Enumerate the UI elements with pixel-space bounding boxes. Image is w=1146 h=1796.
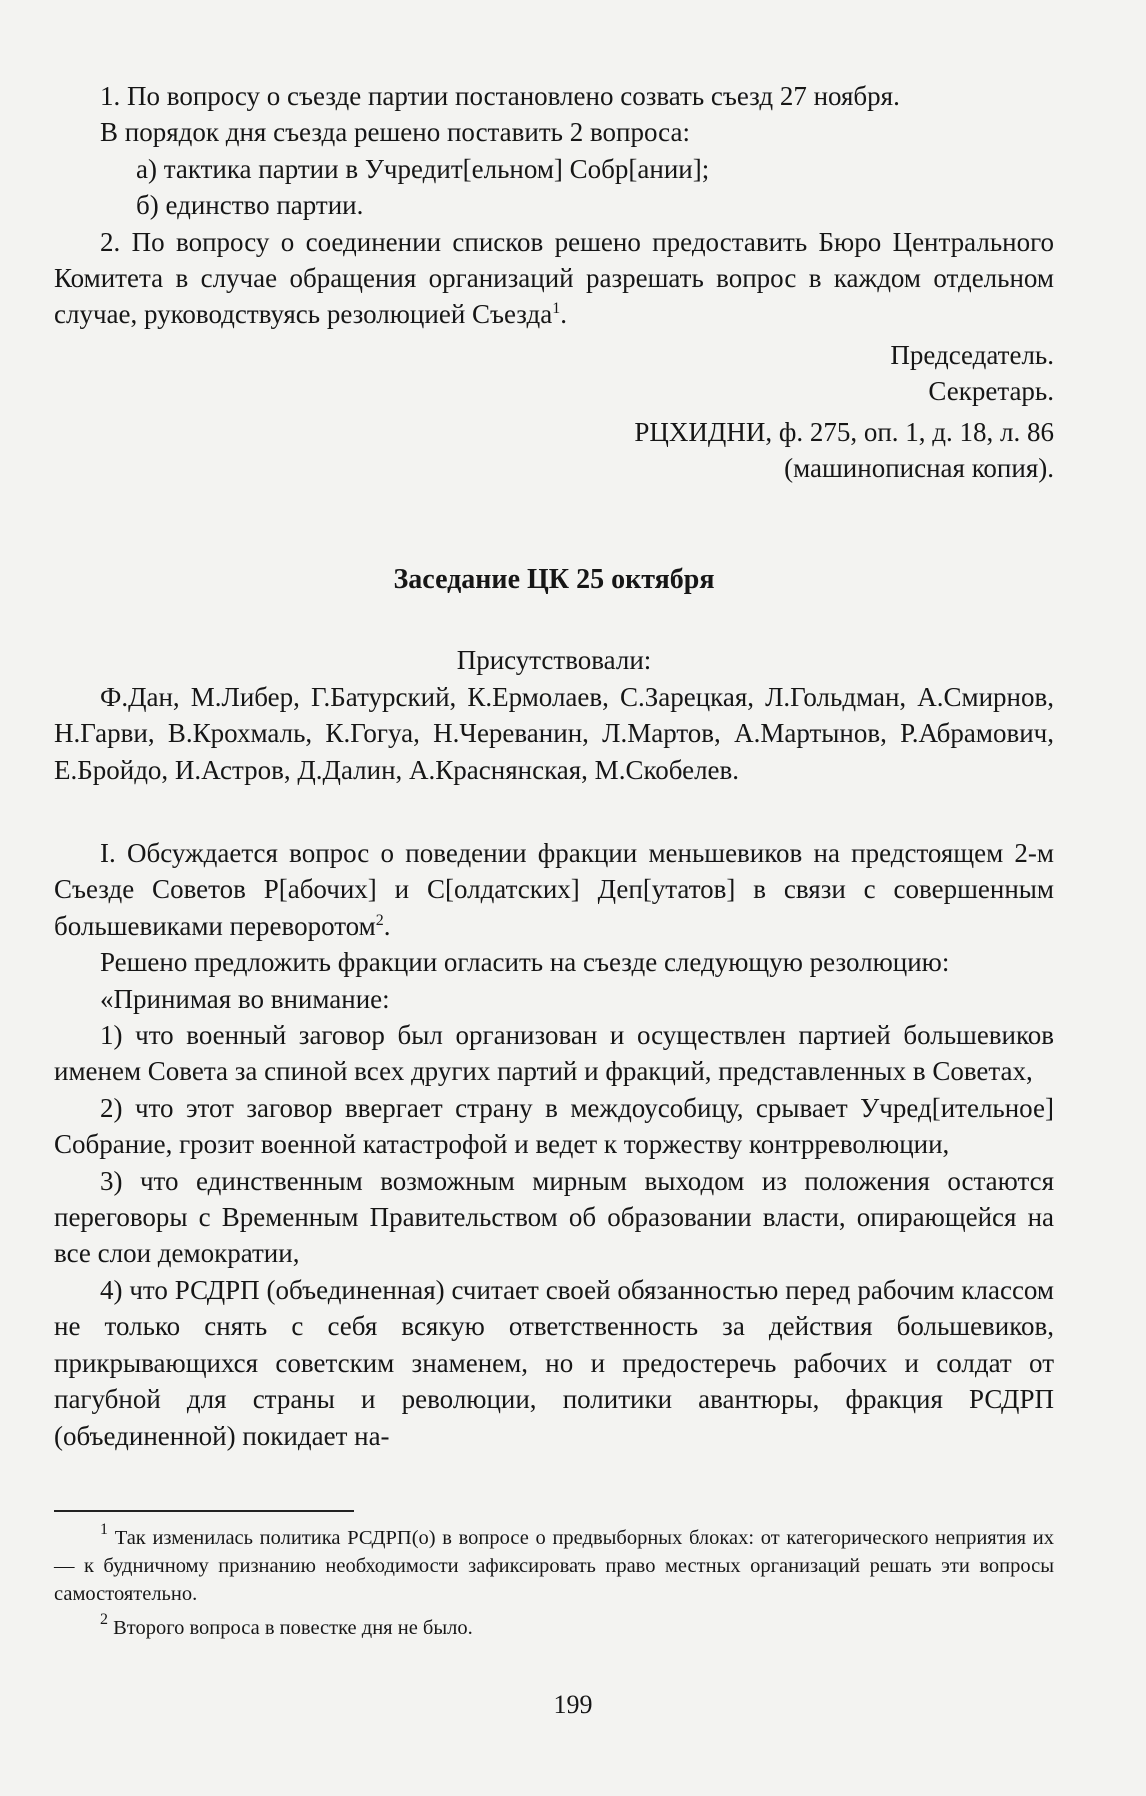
archive-reference: РЦХИДНИ, ф. 275, оп. 1, д. 18, л. 86 bbox=[634, 416, 1054, 447]
footnote-2-number: 2 bbox=[100, 1611, 108, 1628]
footnote-1 bbox=[54, 1521, 1054, 1608]
paragraph-congress-date: 1. По вопросу о съезде партии постановлено созвать съезд 27 ноября. bbox=[100, 81, 900, 111]
footnote-1-text: Так изменилась политика РСДРП(о) в вопросе о предвыборных блоках: от категорического неприятия их — к будничному признанию необходимости зафиксировать право местных организаций решать эти вопросы самостоятельно. bbox=[54, 1527, 1054, 1605]
footnote-2 bbox=[54, 1611, 1054, 1642]
minutes-block-1 bbox=[54, 78, 1054, 486]
page-number: 199 bbox=[553, 1690, 593, 1719]
paragraph-agenda: В порядок дня съезда решено поставить 2 вопроса: bbox=[100, 117, 690, 148]
paragraph-lists bbox=[54, 224, 1054, 333]
paragraph-discussion-text: I. Обсуждается вопрос о поведении фракции меньшевиков на предстоящем 2-м Съезде Советов Р[абочих] и С[олдатских] Деп[утатов] в связи с совершенным большевиками переворотом bbox=[54, 838, 1054, 941]
footnote-rule bbox=[54, 1510, 354, 1512]
paragraph-decision: Решено предложить фракции огласить на съезде следующую резолюцию: bbox=[100, 947, 950, 978]
meeting-title: Заседание ЦК 25 октября bbox=[393, 564, 715, 595]
footnote-ref-2: 2 bbox=[375, 911, 384, 929]
agenda-item-a: а) тактика партии в Учредит[ельном] Собр[ании]; bbox=[136, 153, 710, 184]
paragraph-lists-end: . bbox=[560, 299, 567, 330]
footnote-1-number: 1 bbox=[100, 1521, 108, 1538]
resolution-point-1: 1) что военный заговор был организован и осуществлен партией большевиков именем Совета за спиной всех других партий и фракций, представленных в Советах, bbox=[54, 1020, 1054, 1087]
paragraph-discussion-end: . bbox=[383, 910, 391, 941]
footnotes bbox=[54, 1521, 1054, 1642]
footnote-ref-1: 1 bbox=[552, 300, 561, 318]
resolution-point-3: 3) что единственным возможным мирным выходом из положения остаются переговоры с Временным Правительством об образовании власти, опирающейся на все слои демократии, bbox=[54, 1165, 1054, 1269]
resolution-point-2: 2) что этот заговор ввергает страну в междоусобицу, срывает Учред[ительное] Собрание, грозит военной катастрофой и ведет к торжеству контрреволюции, bbox=[54, 1092, 1054, 1160]
archive-note: (машинописная копия). bbox=[784, 453, 1054, 484]
resolution-point-4: 4) что РСДРП (объединенная) считает своей обязанностью перед рабочим классом не только снять с себя всякую ответственность за действия большевиков, прикрывающихся советским знаменем, но и предостеречь рабочих и солдат от пагубной для страны и революции, политики авантюры, фракция РСДРП (объединенной) покидает на- bbox=[54, 1274, 1054, 1451]
present-label: Присутствовали: bbox=[456, 645, 652, 676]
resolution-intro: «Принимая во внимание: bbox=[100, 983, 390, 1014]
secretary-signature: Секретарь. bbox=[928, 376, 1054, 407]
paragraph-lists-text: 2. По вопросу о соединении списков решено предоставить Бюро Центрального Комитета в случае обращения организаций разрешать вопрос в каждом отдельном случае, руководствуясь резолюцией Съезда bbox=[54, 226, 1054, 330]
paragraph-discussion bbox=[54, 835, 1054, 944]
chairman-signature: Председатель. bbox=[890, 339, 1054, 370]
footnote-2-text: Второго вопроса в повестке дня не было. bbox=[113, 1617, 473, 1639]
minutes-block-2 bbox=[54, 835, 1054, 1454]
agenda-item-b: б) единство партии. bbox=[136, 190, 364, 221]
attendees-list: Ф.Дан, М.Либер, Г.Батурский, К.Ермолаев, С.Зарецкая, Л.Гольдман, А.Смирнов, Н.Гарви, В.Крохмаль, К.Гогуа, Н.Череванин, Л.Мартов, А.Мартынов, Р.Абрамович, Е.Бройдо, И.Астров, Д.Далин, А.Краснянская, М.Скобелев. bbox=[54, 681, 1054, 785]
meeting-block bbox=[54, 562, 1054, 788]
